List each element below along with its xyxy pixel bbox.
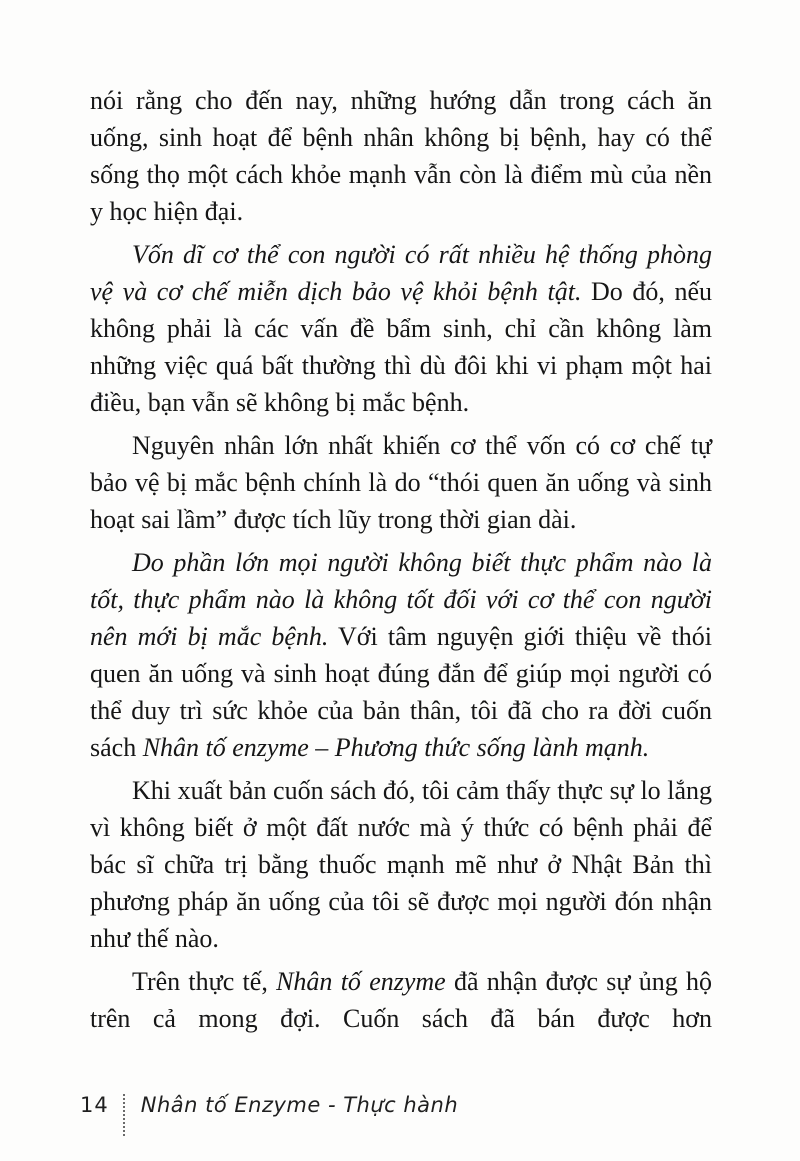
text-segment: Do phần lớn mọi người không biết thực phẩm nào là tốt, thực phẩm nào là không tốt đối với cơ thể con người nên mới bị mắc bệnh. <box>90 548 712 651</box>
text-segment: đã nhận được sự ủng hộ trên cả mong đợi. Cuốn sách đã bán được hơn <box>90 967 712 1033</box>
text-segment: Khi xuất bản cuốn sách đó, tôi cảm thấy thực sự lo lắng vì không biết ở một đất nước mà ý thức có bệnh phải để bác sĩ chữa trị bằng thuốc mạnh mẽ như ở Nhật Bản thì phương pháp ăn uống của tôi sẽ được mọi người đón nhận như thế nào. <box>90 776 712 953</box>
text-segment: Nhân tố enzyme <box>276 967 446 996</box>
page-footer <box>80 1092 458 1136</box>
page-number: 14 <box>80 1093 109 1117</box>
paragraph <box>90 772 712 957</box>
paragraph <box>90 236 712 421</box>
text-segment: nói rằng cho đến nay, những hướng dẫn trong cách ăn uống, sinh hoạt để bệnh nhân không bị bệnh, hay có thể sống thọ một cách khỏe mạnh vẫn còn là điểm mù của nền y học hiện đại. <box>90 86 712 226</box>
paragraph <box>90 82 712 230</box>
footer-book-title: Nhân tố Enzyme - Thực hành <box>140 1093 459 1117</box>
text-segment: Vốn dĩ cơ thể con người có rất nhiều hệ thống phòng vệ và cơ chế miễn dịch bảo vệ khỏi bệnh tật. <box>90 240 712 306</box>
text-segment: Với tâm nguyện giới thiệu về thói quen ăn uống và sinh hoạt đúng đắn để giúp mọi người có thể duy trì sức khỏe của bản thân, tôi đã cho ra đời cuốn sách <box>90 622 712 762</box>
text-segment: Nhân tố enzyme – Phương thức sống lành mạnh. <box>142 733 650 762</box>
paragraph <box>90 427 712 538</box>
text-segment: Nguyên nhân lớn nhất khiến cơ thể vốn có cơ chế tự bảo vệ bị mắc bệnh chính là do “thói quen ăn uống và sinh hoạt sai lầm” được tích lũy trong thời gian dài. <box>90 431 712 534</box>
paragraph <box>90 544 712 766</box>
text-segment: Do đó, nếu không phải là các vấn đề bẩm sinh, chỉ cần không làm những việc quá bất thường thì dù đôi khi vi phạm một hai điều, bạn vẫn sẽ không bị mắc bệnh. <box>90 277 712 417</box>
paragraph <box>90 963 712 1037</box>
footer-divider <box>123 1094 125 1136</box>
text-segment: Trên thực tế, <box>132 967 277 996</box>
page-body <box>90 82 712 1043</box>
